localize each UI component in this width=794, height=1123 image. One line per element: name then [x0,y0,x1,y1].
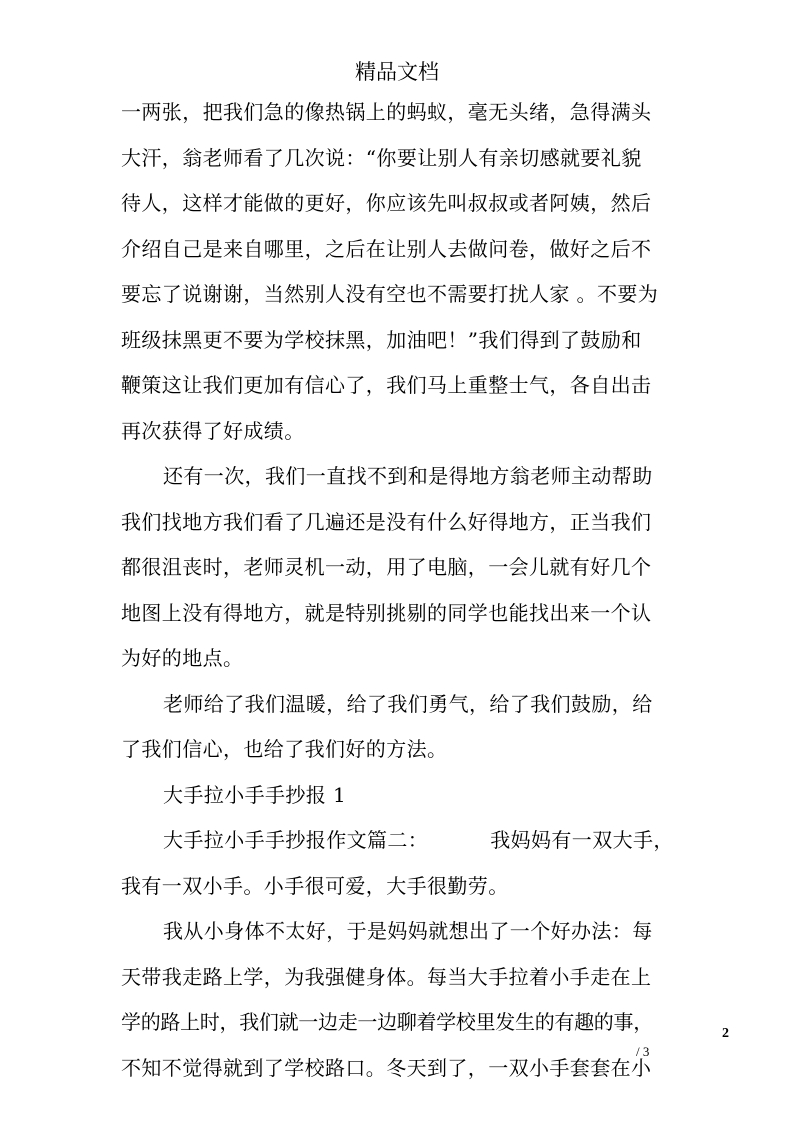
text-line [121,818,681,864]
text-line: 还有一次，我们一直找不到和是得地方翁老师主动帮助 [163,464,653,488]
page-total: / 3 [636,1044,650,1059]
text-line: 再次获得了好成绩。 [121,418,305,443]
page-number: 2 [722,1026,729,1041]
text-line: 鞭策这让我们更加有信心了，我们马上重整士气，各自出击 [121,373,652,397]
text-line: 都很沮丧时，老师灵机一动，用了电脑，一会儿就有好几个 [121,555,652,579]
text-line: 一两张，把我们急的像热锅上的蚂蚁，毫无头绪，急得满头 [121,100,652,124]
text-line: 介绍自己是来自哪里，之后在让别人去做问卷，做好之后不 [121,236,652,261]
text-line: 学的路上时，我们就一边走一边聊着学校里发生的有趣的事， [121,1010,653,1034]
text-line: 要忘了说谢谢，当然别人没有空也不需要打扰人家 。不要为 [121,282,659,306]
text-segment: 我妈妈有一双大手， [490,828,674,852]
text-line: 待人，这样才能做的更好，你应该先叫叔叔或者阿姨，然后 [121,191,652,215]
document-header: 精品文档 [355,60,439,84]
text-line: 大汗，翁老师看了几次说：“你要让别人有亲切感就要礼貌 [121,145,642,170]
text-line: 我有一双小手。小手很可爱，大手很勤劳。 [121,873,509,898]
document-body [121,90,681,1091]
text-line: 天带我走路上学，为我强健身体。每当大手拉着小手走在上 [121,964,652,989]
text-line: 不知不觉得就到了学校路口。冬天到了，一双小手套套在小 [121,1055,652,1080]
section-title: 大手拉小手手抄报 1 [163,782,347,807]
text-line: 地图上没有得地方，就是特别挑剔的同学也能找出来一个认 [121,600,652,625]
text-line: 了我们信心，也给了我们好的方法。 [121,737,448,761]
text-line: 我们找地方我们看了几遍还是没有什么好得地方，正当我们 [121,509,652,534]
text-line: 老师给了我们温暖，给了我们勇气，给了我们鼓励，给 [163,691,653,716]
text-line: 我从小身体不太好，于是妈妈就想出了一个好办法：每 [163,919,653,943]
text-line: 班级抹黑更不要为学校抹黑，加油吧！”我们得到了鼓励和 [121,327,642,352]
article-heading: 大手拉小手手抄报作文篇二： [163,828,429,852]
text-line: 为好的地点。 [121,646,244,670]
